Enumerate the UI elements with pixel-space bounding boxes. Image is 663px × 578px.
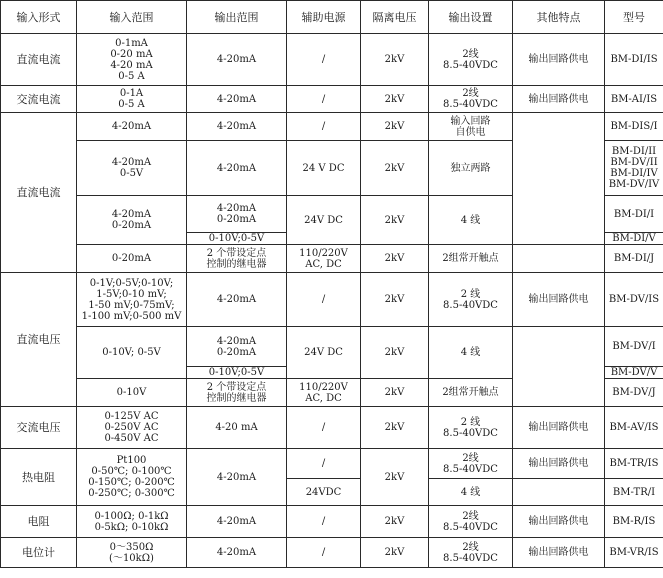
model-cell: BM-DI/J: [605, 245, 663, 273]
model-cell: BM-AV/IS: [605, 407, 663, 449]
model-cell: BM-AI/IS: [605, 86, 663, 113]
output-range-cell: 4-20mA: [187, 141, 287, 196]
model-cell: BM-DI/V: [605, 233, 663, 245]
model-cell: BM-TR/I: [605, 479, 663, 506]
input-range-cell: 4-20mA: [77, 113, 187, 141]
input-type-cell: 直流电流: [1, 113, 77, 273]
model-cell: BM-DI/II BM-DV/II BM-DI/IV BM-DV/IV: [605, 141, 663, 196]
output-setting-cell: 独立两路: [429, 141, 513, 196]
aux-power-cell: 110/220V AC, DC: [287, 245, 361, 273]
isolation-cell: 2kV: [361, 449, 429, 506]
input-type-cell: 交流电压: [1, 407, 77, 449]
input-range-cell: Pt100 0-50℃; 0-100℃ 0-150℃; 0-200℃ 0-250℃; 0-300℃: [77, 449, 187, 506]
output-range-cell: 4-20mA: [187, 86, 287, 113]
input-type-cell: 热电阻: [1, 449, 77, 506]
output-range-cell: 2 个带设定点 控制的继电器: [187, 245, 287, 273]
output-range-cell: 4-20mA 0-20mA: [187, 327, 287, 367]
col-header-model: 型号: [605, 1, 663, 34]
input-type-cell: 电阻: [1, 506, 77, 538]
output-setting-cell: 2线 8.5-40VDC: [429, 538, 513, 568]
aux-power-cell: /: [287, 449, 361, 479]
aux-power-cell: /: [287, 538, 361, 568]
input-range-cell: 0-1mA 0-20 mA 4-20 mA 0-5 A: [77, 34, 187, 86]
output-range-cell: 2 个带设定点 控制的继电器: [187, 379, 287, 407]
aux-power-cell: 24 V DC: [287, 141, 361, 196]
input-type-cell: 直流电压: [1, 273, 77, 407]
col-header-aux-power: 辅助电源: [287, 1, 361, 34]
col-header-input-type: 输入形式: [1, 1, 77, 34]
aux-power-cell: /: [287, 506, 361, 538]
features-cell: 输出回路供电: [513, 34, 605, 86]
isolation-cell: 2kV: [361, 379, 429, 407]
output-range-cell: 4-20mA: [187, 449, 287, 506]
features-cell-empty: [513, 327, 605, 407]
col-header-output-range: 输出范围: [187, 1, 287, 34]
table-row: [1, 34, 663, 86]
input-range-cell: 0-100Ω; 0-1kΩ 0-5kΩ; 0-10kΩ: [77, 506, 187, 538]
input-type-cell: 交流电流: [1, 86, 77, 113]
col-header-input-range: 输入范围: [77, 1, 187, 34]
output-setting-cell: 输入回路 自供电: [429, 113, 513, 141]
table-row: [1, 273, 663, 327]
features-cell-empty: [513, 113, 605, 245]
features-cell: 输出回路供电: [513, 86, 605, 113]
output-setting-cell: 2线 8.5-40VDC: [429, 449, 513, 479]
isolation-cell: 2kV: [361, 196, 429, 245]
output-setting-cell: 2 线 8.5-40VDC: [429, 273, 513, 327]
aux-power-cell: /: [287, 113, 361, 141]
aux-power-cell: 24V DC: [287, 327, 361, 379]
aux-power-cell: /: [287, 86, 361, 113]
output-setting-cell: 2组常开触点: [429, 379, 513, 407]
aux-power-cell: 110/220V AC, DC: [287, 379, 361, 407]
header-row: [1, 1, 663, 34]
model-cell: BM-DIS/I: [605, 113, 663, 141]
model-cell: BM-DI/IS: [605, 34, 663, 86]
table-row: [1, 327, 663, 367]
output-range-cell: 0-10V;0-5V: [187, 233, 287, 245]
table-row: [1, 538, 663, 568]
table-row: [1, 407, 663, 449]
isolation-cell: 2kV: [361, 86, 429, 113]
aux-power-cell: /: [287, 34, 361, 86]
output-setting-cell: 2线 8.5-40VDC: [429, 34, 513, 86]
input-type-cell: 直流电流: [1, 34, 77, 86]
input-range-cell: 0-125V AC 0-250V AC 0-450V AC: [77, 407, 187, 449]
input-range-cell: 4-20mA 0-5V: [77, 141, 187, 196]
output-setting-cell: 4 线: [429, 196, 513, 245]
model-cell: BM-DI/I: [605, 196, 663, 233]
input-range-cell: 0-1A 0-5 A: [77, 86, 187, 113]
isolation-cell: 2kV: [361, 113, 429, 141]
model-cell: BM-DV/I: [605, 327, 663, 367]
output-setting-cell: 4 线: [429, 479, 513, 506]
features-cell: 输出回路供电: [513, 506, 605, 538]
output-range-cell: 0-10V;0-5V: [187, 367, 287, 379]
features-cell: 输出回路供电: [513, 538, 605, 568]
table-row: [1, 449, 663, 479]
output-setting-cell: 2组常开触点: [429, 245, 513, 273]
input-range-cell: 4-20mA 0-20mA: [77, 196, 187, 245]
isolation-cell: 2kV: [361, 245, 429, 273]
input-range-cell: 0-10V: [77, 379, 187, 407]
features-cell: 输出回路供电: [513, 407, 605, 449]
model-cell: BM-R/IS: [605, 506, 663, 538]
model-cell: BM-DV/J: [605, 379, 663, 407]
features-cell: 输出回路供电: [513, 449, 605, 479]
output-range-cell: 4-20mA 0-20mA: [187, 196, 287, 233]
input-range-cell: 0-20mA: [77, 245, 187, 273]
model-cell: BM-VR/IS: [605, 538, 663, 568]
output-setting-cell: 2线 8.5-40VDC: [429, 86, 513, 113]
isolation-cell: 2kV: [361, 327, 429, 379]
output-setting-cell: 2 线 8.5-40VDC: [429, 407, 513, 449]
col-header-output-setting: 输出设置: [429, 1, 513, 34]
table-row: [1, 506, 663, 538]
features-cell: 输出回路供电: [513, 273, 605, 327]
output-range-cell: 4-20mA: [187, 34, 287, 86]
isolation-cell: 2kV: [361, 407, 429, 449]
output-setting-cell: 2线 8.5-40VDC: [429, 506, 513, 538]
isolation-cell: 2kV: [361, 141, 429, 196]
output-range-cell: 4-20 mA: [187, 407, 287, 449]
table-row: [1, 245, 663, 273]
output-range-cell: 4-20mA: [187, 273, 287, 327]
output-range-cell: 4-20mA: [187, 506, 287, 538]
aux-power-cell: 24V DC: [287, 196, 361, 245]
aux-power-cell: /: [287, 407, 361, 449]
aux-power-cell: /: [287, 273, 361, 327]
table-row: [1, 113, 663, 141]
input-range-cell: 0-10V; 0-5V: [77, 327, 187, 379]
aux-power-cell: 24VDC: [287, 479, 361, 506]
table-row: [1, 86, 663, 113]
input-range-cell: 0～350Ω (～10kΩ): [77, 538, 187, 568]
isolation-cell: 2kV: [361, 538, 429, 568]
features-cell-empty: [513, 479, 605, 506]
model-cell: BM-TR/IS: [605, 449, 663, 479]
model-cell: BM-DV/IS: [605, 273, 663, 327]
input-range-cell: 0-1V;0-5V;0-10V; 1-5V;0-10 mV; 1-50 mV;0-75mV; 1-100 mV;0-500 mV: [77, 273, 187, 327]
output-range-cell: 4-20mA: [187, 113, 287, 141]
col-header-isolation: 隔离电压: [361, 1, 429, 34]
isolation-cell: 2kV: [361, 506, 429, 538]
features-cell-empty: [513, 245, 605, 273]
output-setting-cell: 4 线: [429, 327, 513, 379]
input-type-cell: 电位计: [1, 538, 77, 568]
isolation-cell: 2kV: [361, 273, 429, 327]
model-cell: BM-DV/V: [605, 367, 663, 379]
isolation-cell: 2kV: [361, 34, 429, 86]
col-header-features: 其他特点: [513, 1, 605, 34]
output-range-cell: 4-20mA: [187, 538, 287, 568]
